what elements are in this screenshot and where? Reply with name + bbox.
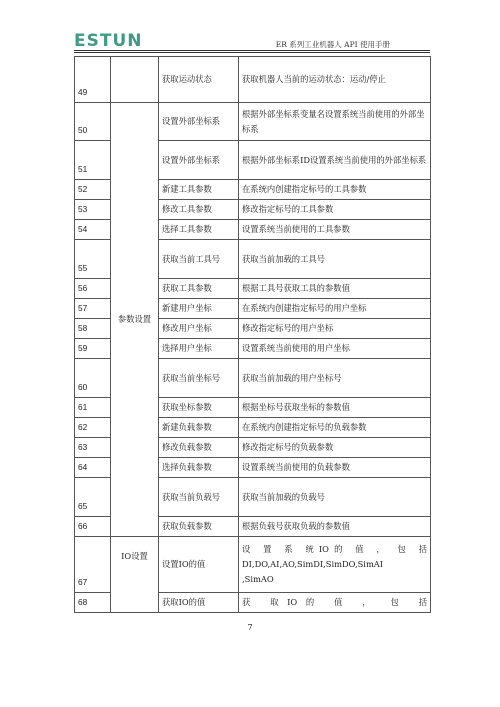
feature-cell: 新建负载参数 — [159, 418, 239, 438]
row-number: 62 — [75, 418, 111, 438]
description-line: ,SimAO — [242, 574, 274, 584]
row-number: 68 — [75, 593, 111, 613]
description-cell — [239, 537, 431, 593]
feature-cell: 获取工具参数 — [159, 279, 239, 299]
document-title: ER 系列工业机器人 API 使用手册 — [275, 40, 390, 49]
table-row — [75, 103, 431, 141]
row-number: 49 — [75, 57, 111, 103]
description-line: DI,DO,AI,AO,SimDI,SimDO,SimAI — [242, 559, 384, 569]
feature-cell: 获取IO的值 — [159, 593, 239, 613]
row-number: 63 — [75, 438, 111, 458]
feature-cell: 获取运动状态 — [159, 57, 239, 103]
table-row — [75, 57, 431, 103]
row-number: 64 — [75, 458, 111, 478]
table-row — [75, 537, 431, 593]
description-cell: 在系统内创建指定标号的用户坐标 — [239, 299, 431, 319]
page-number: 7 — [247, 623, 253, 632]
description-cell: 在系统内创建指定标号的负载参数 — [239, 418, 431, 438]
feature-cell: 设置外部坐标系 — [159, 103, 239, 141]
feature-cell: 获取负载参数 — [159, 517, 239, 537]
row-number: 53 — [75, 200, 111, 220]
description-cell: 设置系统当前使用的工具参数 — [239, 220, 431, 240]
row-number: 60 — [75, 359, 111, 398]
feature-cell: 修改工具参数 — [159, 200, 239, 220]
description-cell: 获取当前加载的负载号 — [239, 478, 431, 517]
feature-cell: 获取坐标参数 — [159, 398, 239, 418]
description-cell: 修改指定标号的用户坐标 — [239, 319, 431, 339]
description-line: 设 置 系 统IO的 值 ， 包 括 — [242, 544, 427, 554]
feature-cell: 获取当前坐标号 — [159, 359, 239, 398]
description-cell: 设置系统当前使用的用户坐标 — [239, 339, 431, 359]
description-cell: 修改指定标号的负载参数 — [239, 438, 431, 458]
description-cell: 设置系统当前使用的负载参数 — [239, 458, 431, 478]
row-number: 58 — [75, 319, 111, 339]
feature-cell: 选择工具参数 — [159, 220, 239, 240]
estun-logo: ESTUN — [74, 31, 143, 51]
feature-cell: 修改用户坐标 — [159, 319, 239, 339]
row-number: 61 — [75, 398, 111, 418]
row-number: 66 — [75, 517, 111, 537]
row-number: 65 — [75, 478, 111, 517]
row-number: 52 — [75, 180, 111, 200]
row-number: 50 — [75, 103, 111, 141]
feature-cell: 修改负载参数 — [159, 438, 239, 458]
description-cell: 根据外部坐标系ID设置系统当前使用的外部坐标系 — [239, 141, 431, 180]
row-number: 59 — [75, 339, 111, 359]
feature-cell: 选择用户坐标 — [159, 339, 239, 359]
description-cell: 获取当前加载的工具号 — [239, 240, 431, 279]
description-cell: 根据坐标号获取坐标的参数值 — [239, 398, 431, 418]
feature-cell: 设置外部坐标系 — [159, 141, 239, 180]
row-number: 54 — [75, 220, 111, 240]
group-cell-parameter-settings: 参数设置 — [111, 103, 159, 537]
header-divider-thin — [74, 52, 430, 53]
feature-cell: 新建工具参数 — [159, 180, 239, 200]
description-cell: 根据外部坐标系变量名设置系统当前使用的外部坐标系 — [239, 103, 431, 141]
description-cell: 获取当前加载的用户坐标号 — [239, 359, 431, 398]
feature-cell: 设置IO的值 — [159, 537, 239, 593]
feature-cell: 获取当前负载号 — [159, 478, 239, 517]
description-cell: 修改指定标号的工具参数 — [239, 200, 431, 220]
row-number: 56 — [75, 279, 111, 299]
description-cell: 获取机器人当前的运动状态：运动/停止 — [239, 57, 431, 103]
feature-cell: 获取当前工具号 — [159, 240, 239, 279]
api-function-table — [74, 56, 431, 613]
header-divider — [74, 50, 430, 51]
row-number: 55 — [75, 240, 111, 279]
feature-cell: 选择负载参数 — [159, 458, 239, 478]
description-cell: 在系统内创建指定标号的工具参数 — [239, 180, 431, 200]
group-cell-empty — [111, 57, 159, 103]
description-cell: 获 取IO的 值 ， 包 括 — [239, 593, 431, 613]
feature-cell: 新建用户坐标 — [159, 299, 239, 319]
description-cell: 根据负载号获取负载的参数值 — [239, 517, 431, 537]
description-cell: 根据工具号获取工具的参数值 — [239, 279, 431, 299]
row-number: 51 — [75, 141, 111, 180]
row-number: 57 — [75, 299, 111, 319]
row-number: 67 — [75, 537, 111, 593]
group-cell-io-settings: IO设置 — [111, 537, 159, 613]
